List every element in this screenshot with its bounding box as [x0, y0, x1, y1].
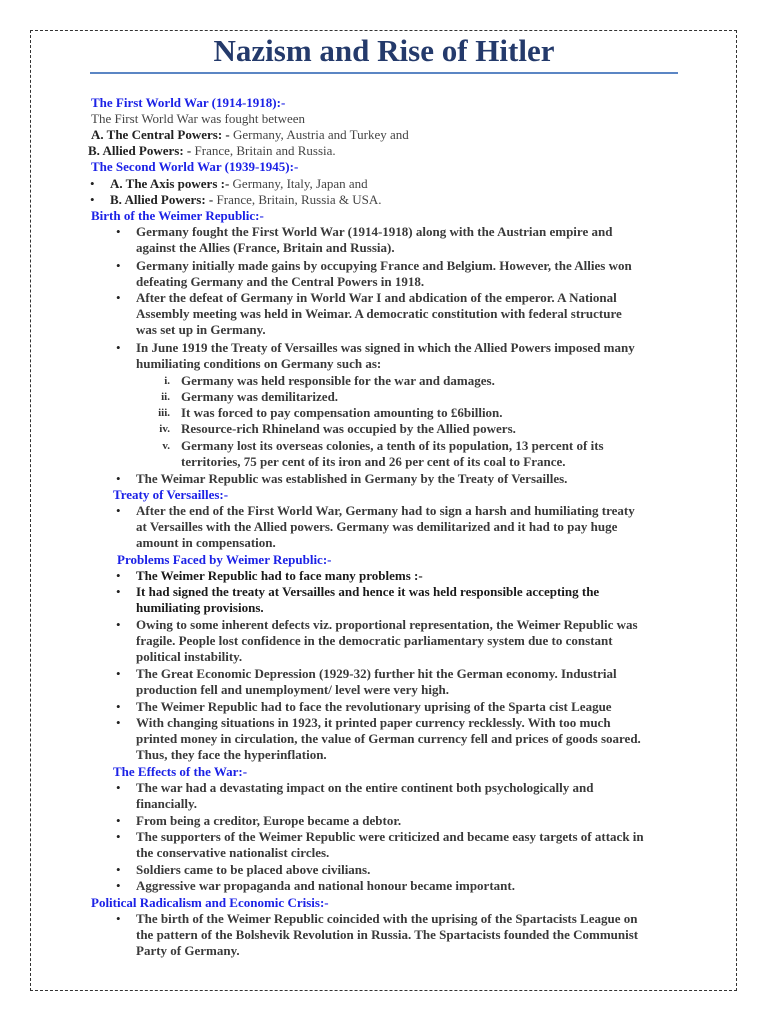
wwii-axis-text: Germany, Italy, Japan and — [229, 176, 368, 191]
wwi-heading: The First World War (1914-1918):- — [91, 95, 286, 110]
problems-heading: Problems Faced by Weimer Republic:- — [117, 552, 332, 567]
effects-b3-l1: The supporters of the Weimer Republic were criticized and became easy targets of attack in — [136, 829, 644, 844]
problems-b4-l1: The Great Economic Depression (1929-32) further hit the German economy. Industrial — [136, 666, 617, 681]
versailles-b1-l2: at Versailles with the Allied powers. Germany was demilitarized and it had to pay huge — [136, 519, 618, 534]
treaty-condition: It was forced to pay compensation amounting to £6billion. — [181, 405, 503, 420]
bullet: • — [116, 617, 121, 632]
effects-b3-l2: the conservative nationalist circles. — [136, 845, 330, 860]
radicalism-b1-l1: The birth of the Weimer Republic coincided with the uprising of the Spartacists League on — [136, 911, 638, 926]
weimar-birth-b5: The Weimar Republic was established in Germany by the Treaty of Versailles. — [136, 471, 568, 486]
bullet: • — [116, 471, 121, 486]
radicalism-heading: Political Radicalism and Economic Crisis:- — [91, 895, 329, 910]
treaty-condition-cont: territories, 75 per cent of its iron and 26 per cent of its coal to France. — [181, 454, 566, 469]
bullet: • — [116, 290, 121, 305]
effects-b5: Aggressive war propaganda and national honour became important. — [136, 878, 515, 893]
wwi-central-line — [91, 127, 409, 143]
weimar-birth-b3-l1: After the defeat of Germany in World War I and abdication of the emperor. A National — [136, 290, 617, 305]
bullet: • — [116, 666, 121, 681]
weimar-birth-b4-l1: In June 1919 the Treaty of Versailles was signed in which the Allied Powers imposed many — [136, 340, 635, 355]
bullet: • — [116, 224, 121, 239]
bullet: • — [116, 829, 121, 844]
problems-b2-l1: It had signed the treaty at Versailles and hence it was held responsible accepting the — [136, 584, 600, 599]
effects-b2: From being a creditor, Europe became a debtor. — [136, 813, 402, 828]
problems-b5: The Weimer Republic had to face the revolutionary uprising of the Sparta cist League — [136, 699, 612, 714]
weimar-birth-b1-l2: against the Allies (France, Britain and Russia). — [136, 240, 395, 255]
versailles-b1-l3: amount in compensation. — [136, 535, 276, 550]
weimar-birth-b3-l2: Assembly meeting was held in Weimar. A democratic constitution with federal structure — [136, 306, 622, 321]
problems-b6-l1: With changing situations in 1923, it printed paper currency recklessly. With too much — [136, 715, 611, 730]
wwii-axis-line — [110, 176, 368, 192]
weimar-birth-b3-l3: was set up in Germany. — [136, 322, 266, 337]
wwii-allied-line — [110, 192, 382, 208]
versailles-b1-l1: After the end of the First World War, Germany had to sign a harsh and humiliating treaty — [136, 503, 635, 518]
radicalism-b1-l3: Party of Germany. — [136, 943, 240, 958]
wwii-allied-label: B. Allied Powers: - — [110, 192, 214, 207]
bullet: • — [116, 715, 121, 730]
roman-numeral: iv. — [159, 423, 170, 435]
weimar-birth-heading: Birth of the Weimer Republic:- — [91, 208, 264, 223]
radicalism-b1-l2: the pattern of the Bolshevik Revolution in Russia. The Spartacists founded the Communist — [136, 927, 639, 942]
wwii-axis-label: A. The Axis powers :- — [110, 176, 230, 191]
bullet: • — [116, 813, 121, 828]
effects-b1-l1: The war had a devastating impact on the entire continent both psychologically and — [136, 780, 594, 795]
bullet: • — [116, 699, 121, 714]
wwi-central-label: A. The Central Powers: - — [91, 127, 230, 142]
problems-b3-l1: Owing to some inherent defects viz. proportional representation, the Weimer Republic was — [136, 617, 638, 632]
effects-b1-l2: financially. — [136, 796, 198, 811]
problems-b2-l2: humiliating provisions. — [136, 600, 264, 615]
bullet: • — [116, 780, 121, 795]
bullet: • — [116, 878, 121, 893]
bullet: • — [116, 584, 121, 599]
treaty-condition: Germany was held responsible for the war and damages. — [181, 373, 495, 388]
title-underline — [90, 72, 678, 74]
weimar-birth-b2-l1: Germany initially made gains by occupying France and Belgium. However, the Allies won — [136, 258, 632, 273]
effects-heading: The Effects of the War:- — [113, 764, 248, 779]
weimar-birth-b1-l1: Germany fought the First World War (1914-1918) along with the Austrian empire and — [136, 224, 613, 239]
bullet: • — [116, 862, 121, 877]
bullet: • — [90, 192, 95, 207]
roman-numeral: ii. — [161, 391, 170, 403]
roman-numeral: i. — [164, 375, 170, 387]
versailles-heading: Treaty of Versailles:- — [113, 487, 229, 502]
wwi-allied-label: B. Allied Powers: - — [88, 143, 192, 158]
treaty-condition: Germany lost its overseas colonies, a tenth of its population, 13 percent of its — [181, 438, 604, 453]
bullet: • — [116, 503, 121, 518]
problems-b3-l3: political instability. — [136, 649, 243, 664]
problems-b4-l2: production fell and unemployment/ level were very high. — [136, 682, 449, 697]
treaty-condition: Germany was demilitarized. — [181, 389, 339, 404]
wwi-central-text: Germany, Austria and Turkey and — [229, 127, 409, 142]
treaty-condition: Resource-rich Rhineland was occupied by the Allied powers. — [181, 421, 516, 436]
wwi-allied-text: France, Britain and Russia. — [191, 143, 336, 158]
wwii-allied-text: France, Britain, Russia & USA. — [213, 192, 382, 207]
bullet: • — [116, 568, 121, 583]
roman-numeral: v. — [162, 440, 170, 452]
problems-b6-l2: printed money in circulation, the value of German currency fell and prices of goods soared. — [136, 731, 641, 746]
bullet: • — [116, 340, 121, 355]
page-title: Nazism and Rise of Hitler — [213, 33, 555, 68]
bullet: • — [90, 176, 95, 191]
bullet: • — [116, 258, 121, 273]
bullet: • — [116, 911, 121, 926]
problems-b1: The Weimer Republic had to face many problems :- — [136, 568, 423, 583]
wwi-allied-line — [88, 143, 336, 159]
problems-b3-l2: fragile. People lost confidence in the democratic parliamentary system due to constant — [136, 633, 613, 648]
wwi-intro: The First World War was fought between — [91, 111, 306, 126]
wwii-heading: The Second World War (1939-1945):- — [91, 159, 299, 174]
weimar-birth-b2-l2: defeating Germany and the Central Powers in 1918. — [136, 274, 425, 289]
effects-b4: Soldiers came to be placed above civilians. — [136, 862, 371, 877]
roman-numeral: iii. — [158, 407, 170, 419]
problems-b6-l3: Thus, they face the hyperinflation. — [136, 747, 327, 762]
weimar-birth-b4-l2: humiliating conditions on Germany such as: — [136, 356, 382, 371]
